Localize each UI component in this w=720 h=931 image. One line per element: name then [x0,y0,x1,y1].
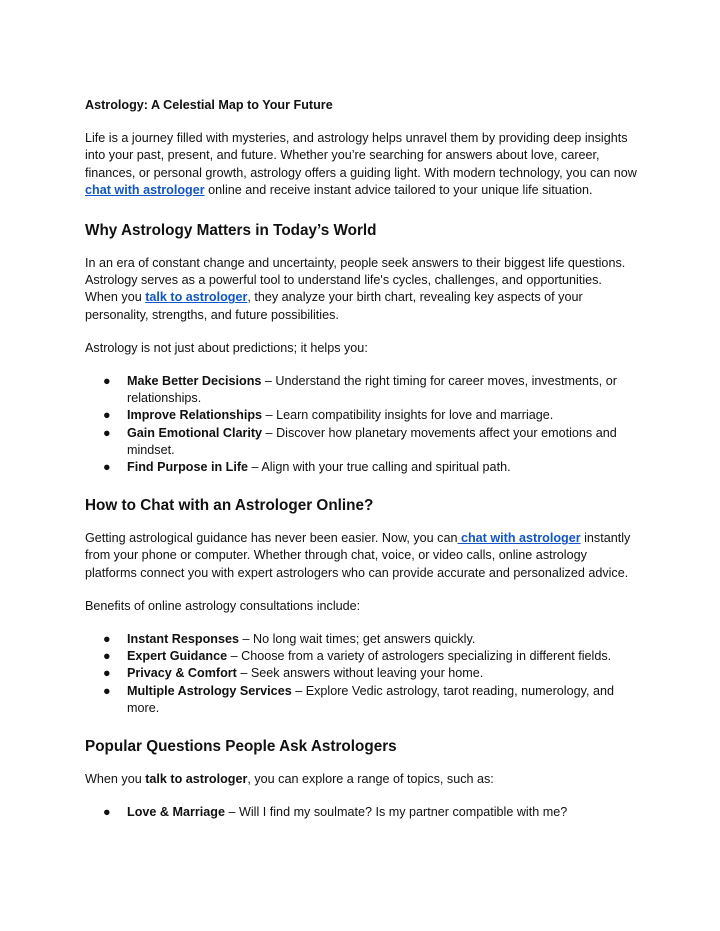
bullet-icon: ● [103,805,111,820]
s3-topic-list [85,804,637,821]
bullet-icon: ● [103,683,111,698]
intro-text-before: Life is a journey filled with mysteries, and astrology helps unravel them by providing deep insights into your past, present, and future. Whether you’re searching for answers about love, career, finances, or personal growth, astrology offers a guiding light. With modern technology, you can now [85,131,637,180]
s2-text-after: instantly from your phone or computer. Whether through chat, voice, or video calls, online astrology platforms connect you with expert astrologers who can provide accurate and personalized advice. [85,531,631,580]
s1-benefit-list [85,373,637,476]
list-item-term: Find Purpose in Life [127,460,249,475]
list-item [85,407,637,424]
list-item-desc: – Explore Vedic astrology, tarot reading, numerology, and more. [127,683,614,715]
s3-bold-text: talk to astrologer [145,772,248,787]
list-item [85,804,637,821]
intro-text-after: online and receive instant advice tailored to your unique life situation. [204,182,593,197]
list-item-term: Multiple Astrology Services [127,683,292,698]
list-item-desc: – Learn compatibility insights for love and marriage. [262,408,554,423]
bullet-icon: ● [103,632,111,647]
talk-to-astrologer-link[interactable]: talk to astrologer [145,290,248,305]
bullet-icon: ● [103,374,111,389]
list-item-term: Improve Relationships [127,408,263,423]
list-item-desc: – Understand the right timing for career moves, investments, or relationships. [127,374,617,406]
s2-text-before: Getting astrological guidance has never been easier. Now, you can [85,531,458,546]
document-title: Astrology: A Celestial Map to Your Future [85,98,333,112]
bullet-icon: ● [103,649,111,664]
list-item-desc: – No long wait times; get answers quickly. [238,632,476,647]
list-item [85,631,637,648]
document-page [85,97,637,837]
s2-paragraph-1 [85,530,637,582]
s1-paragraph-2: Astrology is not just about predictions; it helps you: [85,340,368,355]
section-heading-popular-questions: Popular Questions People Ask Astrologers [85,738,397,756]
section-heading-how-to-chat: How to Chat with an Astrologer Online? [85,497,374,515]
list-item-desc: – Discover how planetary movements affect your emotions and mindset. [127,425,617,457]
s1-text-before: In an era of constant change and uncertainty, people seek answers to their biggest life questions. Astrology serves as a powerful tool to understand life's cycles, challenges, and opportunities. When you [85,256,626,305]
s3-paragraph-1 [85,771,637,788]
chat-with-astrologer-link-2[interactable]: chat with astrologer [457,531,581,546]
list-item [85,459,637,476]
section-heading-why-astrology: Why Astrology Matters in Today’s World [85,222,377,240]
list-item [85,373,637,407]
list-item [85,665,637,682]
s1-text-after: , they analyze your birth chart, revealing key aspects of your personality, strengths, and future possibilities. [85,290,583,322]
list-item [85,648,637,665]
intro-paragraph [85,130,637,199]
list-item-term: Love & Marriage [127,805,225,820]
bullet-icon: ● [103,666,111,681]
s2-paragraph-2: Benefits of online astrology consultations include: [85,598,361,613]
bullet-icon: ● [103,408,111,423]
s3-text-before: When you [85,772,146,787]
list-item [85,425,637,459]
s1-paragraph-1 [85,255,637,324]
s3-text-after: , you can explore a range of topics, such as: [247,772,494,787]
list-item-term: Gain Emotional Clarity [127,425,263,440]
list-item-term: Expert Guidance [127,649,228,664]
s2-benefit-list [85,631,637,717]
list-item [85,683,637,717]
list-item-term: Instant Responses [127,632,239,647]
list-item-desc: – Seek answers without leaving your home. [236,666,484,681]
list-item-term: Privacy & Comfort [127,666,237,681]
list-item-desc: – Will I find my soulmate? Is my partner compatible with me? [224,805,568,820]
list-item-term: Make Better Decisions [127,374,262,389]
bullet-icon: ● [103,425,111,440]
bullet-icon: ● [103,460,111,475]
list-item-desc: – Choose from a variety of astrologers specializing in different fields. [227,649,612,664]
chat-with-astrologer-link[interactable]: chat with astrologer [85,182,205,197]
list-item-desc: – Align with your true calling and spiritual path. [248,460,511,475]
